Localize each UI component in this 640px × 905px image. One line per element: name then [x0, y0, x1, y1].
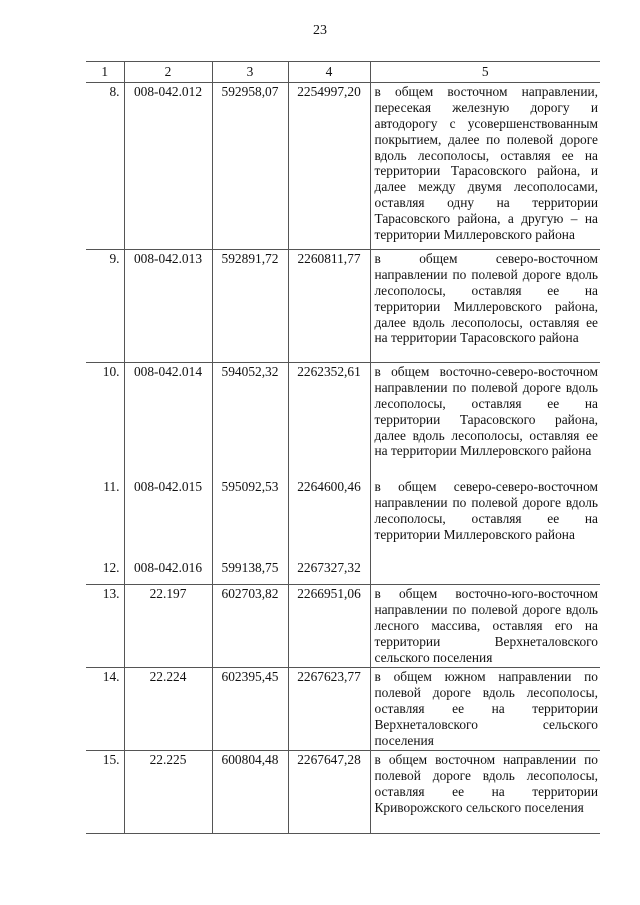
table-row [86, 750, 600, 833]
header-col-4: 4 [288, 62, 370, 83]
row-number: 8. [109, 83, 120, 99]
point-code: 22.225 [124, 750, 212, 833]
header-col-5: 5 [370, 62, 600, 83]
point-code: 22.197 [124, 584, 212, 667]
coord-y: 2267327,32 [288, 556, 370, 585]
coord-y: 2267647,28 [288, 750, 370, 833]
boundary-description: в общем восточно-северо-восточном направлении по полевой дороге вдоль лесополосы, оставляя ее на территории Тарасовского района, далее вдоль лесополосы, оставляя ее на территории Миллеровского района [370, 362, 600, 475]
coord-y: 2260811,77 [288, 249, 370, 362]
boundary-points-table [86, 61, 600, 834]
boundary-description: в общем южном направлении по полевой дороге вдоль лесополосы, оставляя ее на территории Верхнеталовского сельского поселения [370, 667, 600, 750]
table-row [86, 584, 600, 667]
boundary-description: в общем восточно-юго-восточном направлении по полевой дороге вдоль лесного массива, оставляя его на территории Верхнеталовского сельского поселения [370, 584, 600, 667]
coord-x: 602395,45 [212, 667, 288, 750]
table-row [86, 475, 600, 556]
header-col-2: 2 [124, 62, 212, 83]
row-number: 15. [102, 751, 120, 767]
boundary-description: в общем восточном направлении по полевой дороге вдоль лесополосы, оставляя ее на территории Криворожского сельского поселения [370, 750, 600, 833]
boundary-description: в общем северо-восточном направлении по полевой дороге вдоль лесополосы, оставляя ее на территории Миллеровского района, далее вдоль лесополосы, оставляя ее на территории Тарасовского района [370, 249, 600, 362]
row-number: 14. [102, 668, 120, 684]
coord-y: 2262352,61 [288, 362, 370, 475]
page-number: 23 [313, 23, 327, 38]
table-row [86, 667, 600, 750]
row-number: 11. [103, 478, 120, 494]
table-row [86, 362, 600, 475]
boundary-description: в общем восточном направлении, пересекая железную дорогу и автодорогу с усовершенствованным покрытием, далее по полевой дороге вдоль лесополосы, оставляя ее на территории Тарасовского района, и далее между двумя лесополосами, оставляя одну на территории Тарасовского района, а другую – на территории Миллеровского района [370, 82, 600, 249]
coord-y: 2267623,77 [288, 667, 370, 750]
coord-x: 600804,48 [212, 750, 288, 833]
coord-x: 592891,72 [212, 249, 288, 362]
boundary-description [370, 556, 600, 585]
coord-y: 2254997,20 [288, 82, 370, 249]
coord-x: 595092,53 [212, 475, 288, 556]
point-code: 008-042.012 [124, 82, 212, 249]
point-code: 008-042.015 [124, 475, 212, 556]
header-col-1: 1 [101, 64, 109, 79]
point-code: 22.224 [124, 667, 212, 750]
point-code: 008-042.016 [124, 556, 212, 585]
point-code: 008-042.013 [124, 249, 212, 362]
table-row [86, 82, 600, 249]
coord-x: 592958,07 [212, 82, 288, 249]
boundary-description: в общем северо-северо-восточном направлении по полевой дороге вдоль лесополосы, оставляя ее на территории Миллеровского района [370, 475, 600, 556]
coord-y: 2264600,46 [288, 475, 370, 556]
coord-x: 599138,75 [212, 556, 288, 585]
table-header-row [86, 62, 600, 83]
table-row [86, 556, 600, 585]
coord-y: 2266951,06 [288, 584, 370, 667]
row-number: 13. [102, 585, 120, 601]
point-code: 008-042.014 [124, 362, 212, 475]
table-row [86, 249, 600, 362]
row-number: 12. [102, 559, 120, 575]
row-number: 9. [109, 250, 120, 266]
coord-x: 594052,32 [212, 362, 288, 475]
header-col-3: 3 [212, 62, 288, 83]
coord-x: 602703,82 [212, 584, 288, 667]
row-number: 10. [102, 363, 120, 379]
